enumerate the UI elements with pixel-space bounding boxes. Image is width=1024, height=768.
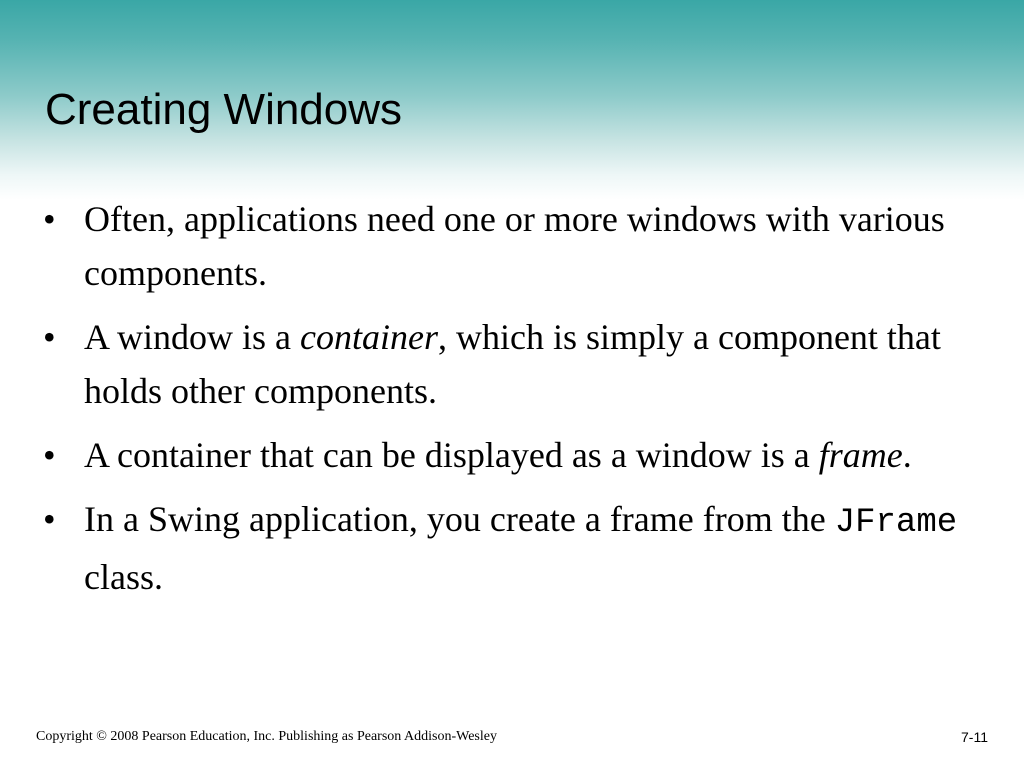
bullet-text-start: A container that can be displayed as a window is a [84,435,819,475]
bullet-text-start: A window is a [84,317,300,357]
bullet-item-window-container [43,310,973,418]
bullet-list [43,192,973,614]
slide-title: Creating Windows [45,85,403,134]
bullet-item-container-frame [43,428,973,482]
bullet-glyph: • [43,435,56,475]
bullet-glyph: • [43,199,56,239]
code-class-name: JFrame [834,504,958,542]
bullet-glyph: • [43,317,56,357]
bullet-item-applications-windows [43,192,973,300]
emphasized-term-container: container [300,317,438,357]
bullet-text-end: class. [84,557,163,597]
bullet-glyph: • [43,499,56,539]
bullet-text-end: , which is simply a component that holds other components. [84,317,941,411]
bullet-item-swing-jframe [43,492,973,604]
bullet-text: Often, applications need one or more windows with various components. [84,199,945,293]
footer-copyright: Copyright © 2008 Pearson Education, Inc. Publishing as Pearson Addison-Wesley [36,729,497,744]
emphasized-term-frame: frame [818,435,903,475]
footer-page-number: 7-11 [961,729,988,745]
bullet-text-start: In a Swing application, you create a frame from the [84,499,835,539]
bullet-text-end: . [902,435,912,475]
